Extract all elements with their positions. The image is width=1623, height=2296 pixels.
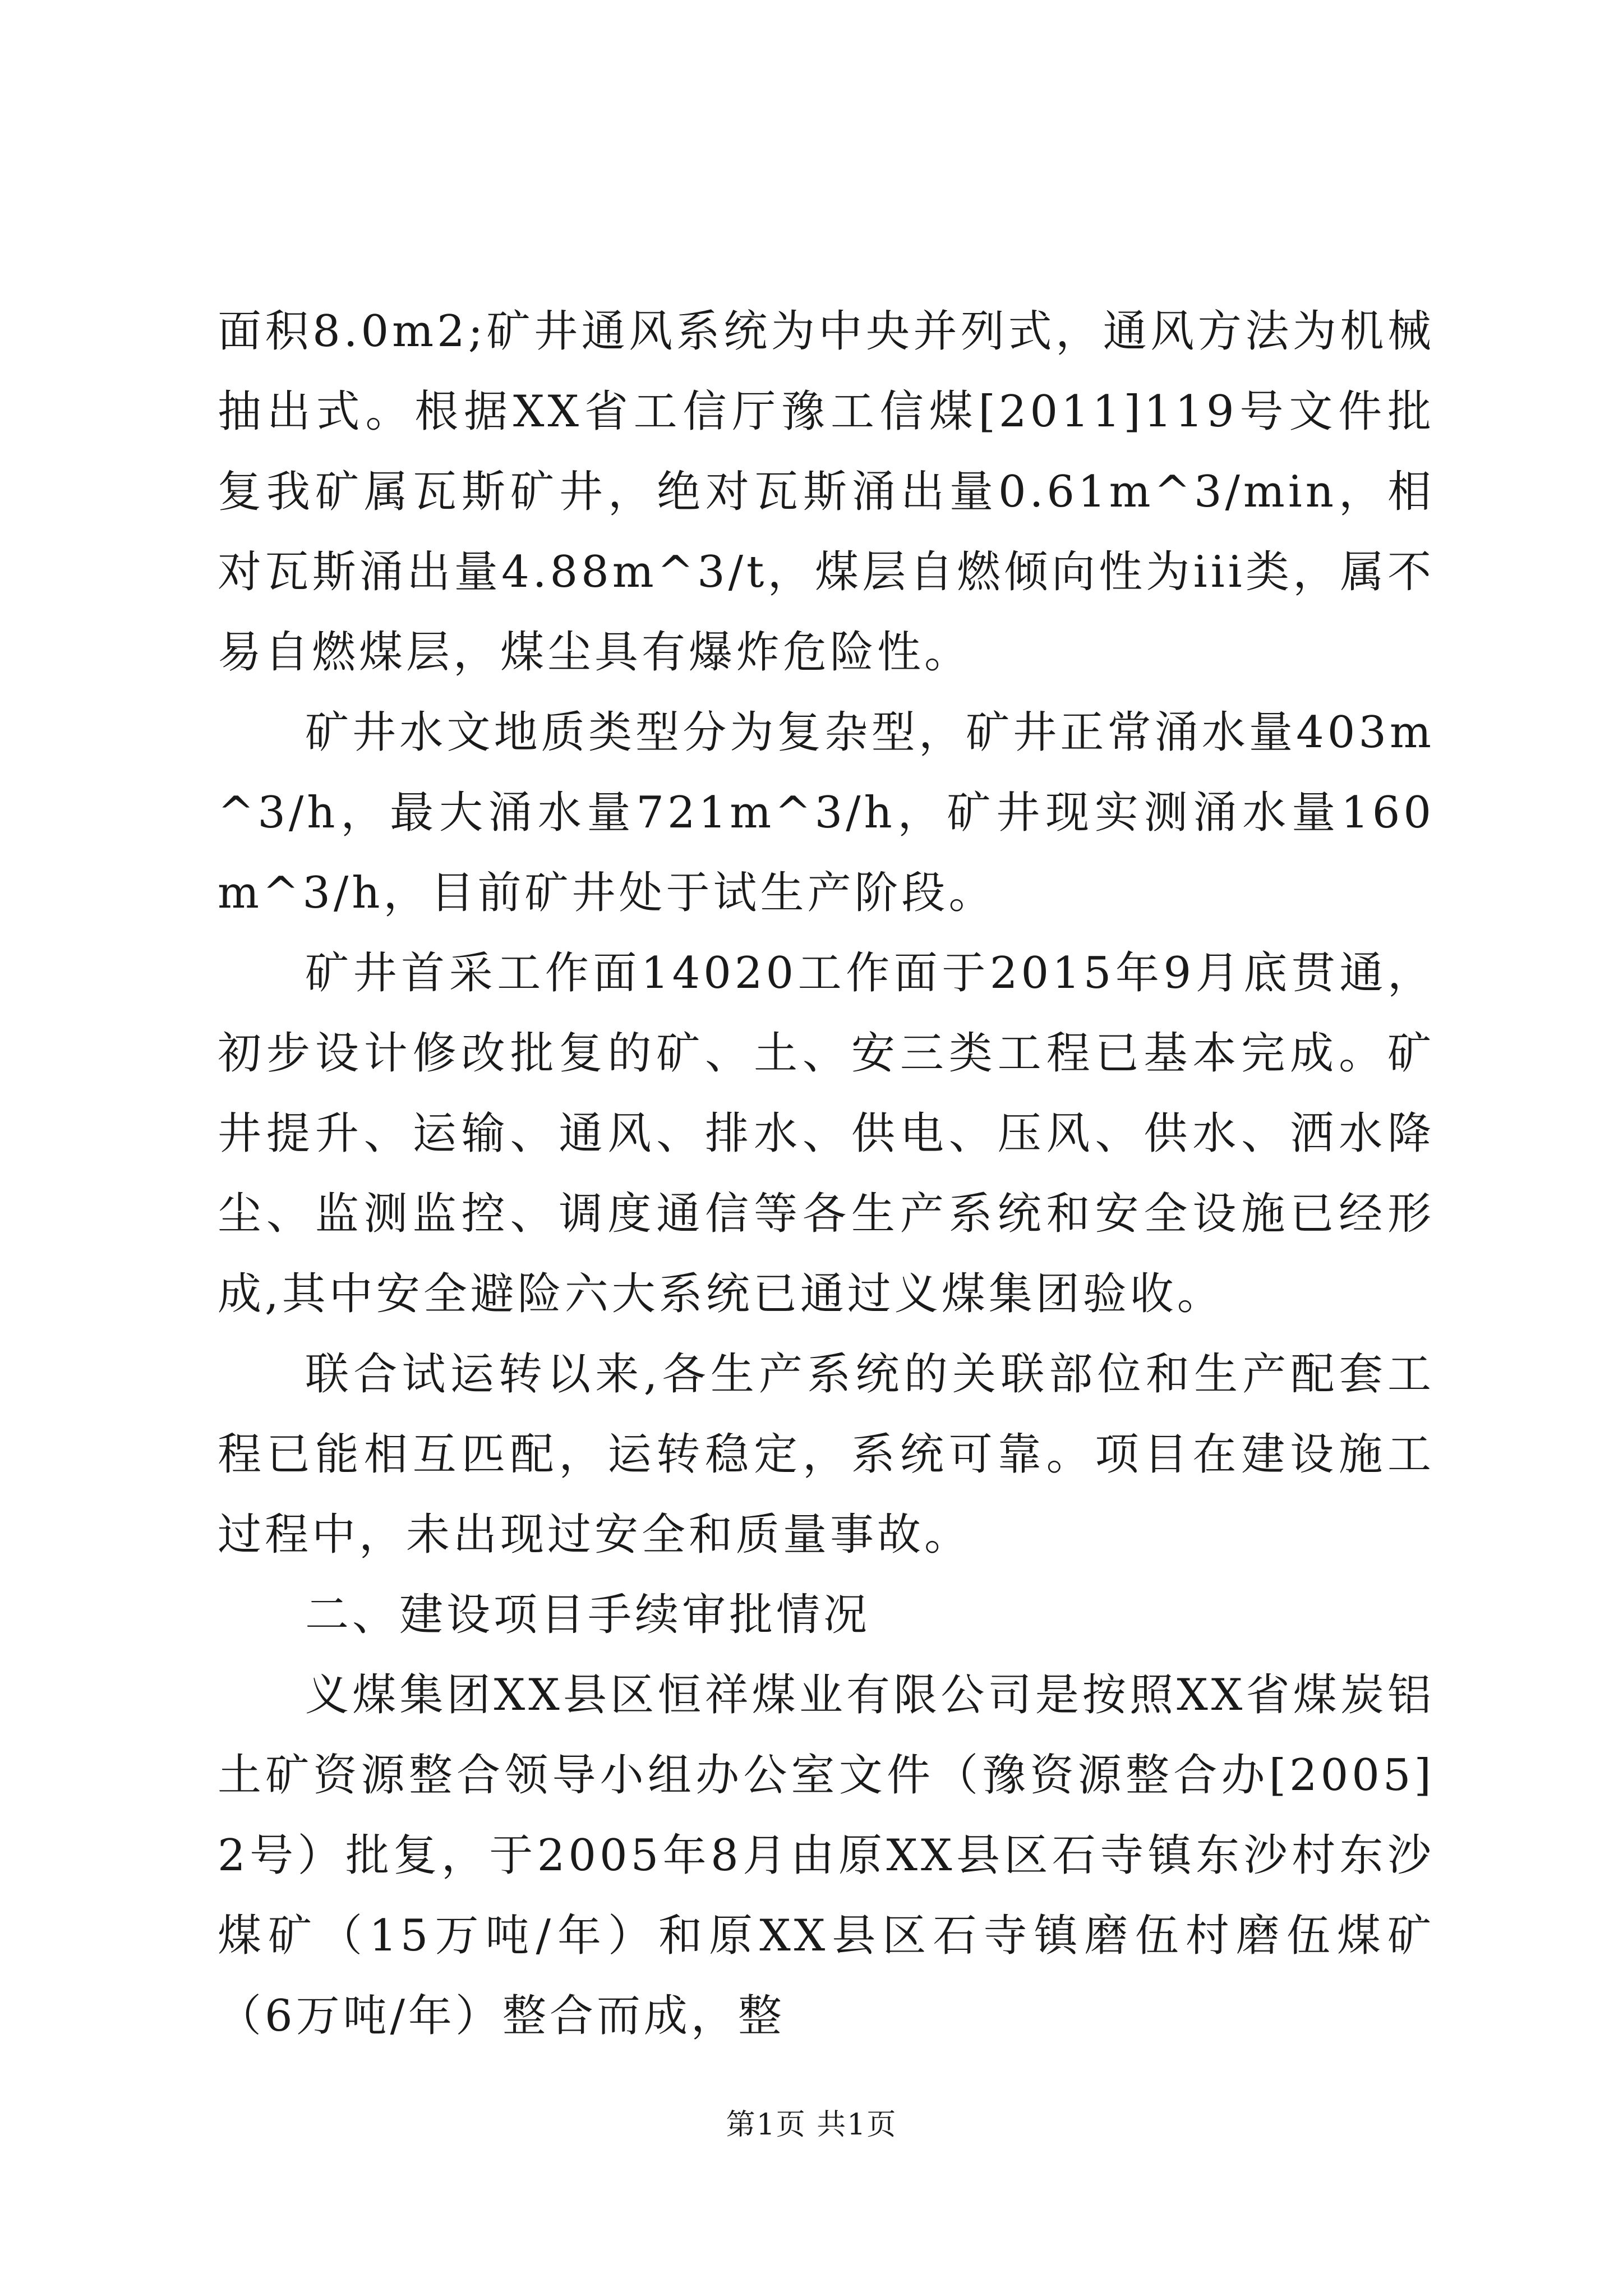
paragraph-trial-operation: 联合试运转以来,各生产系统的关联部位和生产配套工程已能相互匹配，运转稳定，系统可靠。项目在建设施工过程中，未出现过安全和质量事故。 xyxy=(218,1349,1435,1560)
paragraph-approval: 义煤集团XX县区恒祥煤业有限公司是按照XX省煤炭铝土矿资源整合领导小组办公室文件（豫资源整合办[2005]2号）批复，于2005年8月由原XX县区石寺镇东沙村东沙煤矿（15万吨/年）和原XX县区石寺镇磨伍村磨伍煤矿（6万吨/年）整合而成，整 xyxy=(218,1670,1435,2041)
paragraph-working-face: 矿井首采工作面14020工作面于2015年9月底贯通，初步设计修改批复的矿、土、安三类工程已基本完成。矿井提升、运输、通风、排水、供电、压风、供水、洒水降尘、监测监控、调度通信等各生产系统和安全设施已经形成,其中安全避险六大系统已通过义煤集团验收。 xyxy=(218,948,1435,1319)
page-footer: 第1页 共1页 xyxy=(726,2108,897,2142)
paragraph-hydrogeology: 矿井水文地质类型分为复杂型，矿井正常涌水量403m^3/h，最大涌水量721m^3/h，矿井现实测涌水量160m^3/h，目前矿井处于试生产阶段。 xyxy=(218,707,1435,918)
section-heading: 二、建设项目手续审批情况 xyxy=(305,1590,871,1640)
paragraph-continuation: 面积8.0m2;矿井通风系统为中央并列式，通风方法为机械抽出式。根据XX省工信厅豫工信煤[2011]119号文件批复我矿属瓦斯矿井，绝对瓦斯涌出量0.61m^3/min，相对瓦斯涌出量4.88m^3/t，煤层自燃倾向性为iii类，属不易自燃煤层，煤尘具有爆炸危险性。 xyxy=(218,306,1435,678)
document-body xyxy=(218,292,1435,2056)
